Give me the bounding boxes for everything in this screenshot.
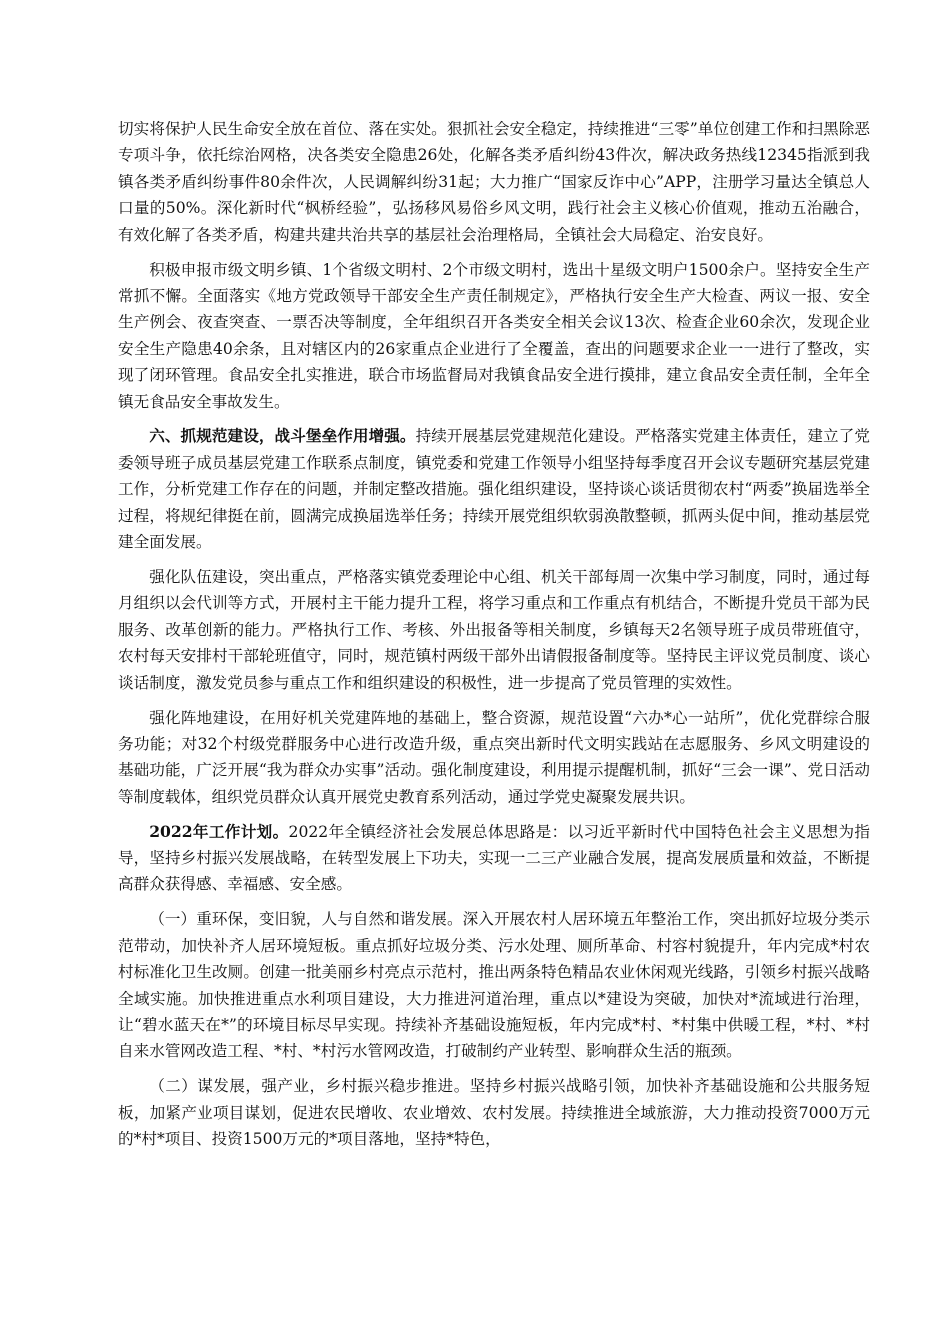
paragraph-text: 积极申报市级文明乡镇、1个省级文明村、2个市级文明村，选出十星级文明户1500余户。坚持安全生产常抓不懈。全面落实《地方党政领导干部安全生产责任制规定》，严格执行安全生产大检查、两议一报、安全生产例会、夜查突查、一票否决等制度，全年组织召开各类安全相关会议13次、检查企业60余次，发现企业安全生产隐患40余条，且对辖区内的26家重点企业进行了全覆盖，查出的问题要求企业一一进行了整改，实现了闭环管理。食品安全扎实推进，联合市场监督局对我镇食品安全进行摸排，建立食品安全责任制，全年全镇无食品安全事故发生。 (118, 260, 870, 411)
paragraph-text: （二）谋发展，强产业，乡村振兴稳步推进。坚持乡村振兴战略引领，加快补齐基础设施和公共服务短板，加紧产业项目谋划，促进农民增收、农业增效、农村发展。持续推进全域旅游，大力推动投资7000万元的*村*项目、投资1500万元的*项目落地，坚持*特色， (118, 1077, 870, 1149)
paragraph-work-plan (118, 819, 870, 898)
section-heading: 2022年工作计划。 (149, 821, 289, 841)
section-heading: 六、抓规范建设，战斗堡垒作用增强。 (149, 426, 416, 446)
paragraph-text: 2022年全镇经济社会发展总体思路是：以习近平新时代中国特色社会主义思想为指导，坚持乡村振兴发展战略，在转型发展上下功夫，实现一二三产业融合发展，提高发展质量和效益，不断提高群众获得感、幸福感、安全感。 (118, 822, 871, 894)
paragraph-text: 持续开展基层党建规范化建设。严格落实党建主体责任，建立了党委领导班子成员基层党建工作联系点制度，镇党委和党建工作领导小组坚持每季度召开会议专题研究基层党建工作，分析党建工作存在的问题，并制定整改措施。强化组织建设，坚持谈心谈话贯彻农村“两委”换届选举全过程，将规纪律挺在前，圆满完成换届选举任务；持续开展党组织软弱涣散整顿，抓两头促中间，推动基层党建全面发展。 (118, 427, 870, 552)
paragraph-section-six (118, 423, 870, 555)
paragraph-plan-two (118, 1073, 870, 1152)
document-body (118, 116, 870, 1161)
paragraph-plan-one (118, 906, 870, 1064)
paragraph-team-building (118, 564, 870, 696)
paragraph-text: 强化阵地建设，在用好机关党建阵地的基础上，整合资源，规范设置“六办*心一站所”，优化党群综合服务功能；对32个村级党群服务中心进行改造升级，重点突出新时代文明实践站在志愿服务、乡风文明建设的基础功能，广泛开展“我为群众办实事”活动。强化制度建设，利用提示提醒机制，抓好“三会一课”、党日活动等制度载体，组织党员群众认真开展党史教育系列活动，通过学党史凝聚发展共识。 (118, 708, 870, 806)
paragraph-text: 切实将保护人民生命安全放在首位、落在实处。狠抓社会安全稳定，持续推进“三零”单位创建工作和扫黑除恶专项斗争，依托综治网格，决各类安全隐患26处，化解各类矛盾纠纷43件次，解决政务热线12345指派到我镇各类矛盾纠纷事件80余件次，人民调解纠纷31起；大力推广“国家反诈中心”APP，注册学习量达全镇总人口量的50%。深化新时代“枫桥经验”，弘扬移风易俗乡风文明，践行社会主义核心价值观，推动五治融合，有效化解了各类矛盾，构建共建共治共享的基层社会治理格局，全镇社会大局稳定、治安良好。 (118, 120, 870, 244)
paragraph-civilization-safety (118, 257, 870, 415)
paragraph-text: （一）重环保，变旧貌，人与自然和谐发展。深入开展农村人居环境五年整治工作，突出抓好垃圾分类示范带动，加快补齐人居环境短板。重点抓好垃圾分类、污水处理、厕所革命、村容村貌提升，年内完成*村农村标准化卫生改厕。创建一批美丽乡村亮点示范村，推出两条特色精品农业休闲观光线路，引领乡村振兴战略全域实施。加快推进重点水利项目建设，大力推进河道治理，重点以*建设为突破，加快对*流域进行治理，让“碧水蓝天在*”的环境目标尽早实现。持续补齐基础设施短板，年内完成*村、*村集中供暖工程，*村、*村自来水管网改造工程、*村、*村污水管网改造，打破制约产业转型、影响群众生活的瓶颈。 (118, 910, 870, 1061)
paragraph-social-stability (118, 116, 870, 248)
paragraph-text: 强化队伍建设，突出重点，严格落实镇党委理论中心组、机关干部每周一次集中学习制度，同时，通过每月组织以会代训等方式，开展村主干能力提升工程，将学习重点和工作重点有机结合，不断提升党员干部为民服务、改革创新的能力。严格执行工作、考核、外出报备等相关制度，乡镇每天2名领导班子成员带班值守，农村每天安排村干部轮班值守，同时，规范镇村两级干部外出请假报备制度等。坚持民主评议党员制度、谈心谈话制度，激发党员参与重点工作和组织建设的积极性，进一步提高了党员管理的实效性。 (118, 568, 870, 692)
paragraph-position-building (118, 705, 870, 811)
